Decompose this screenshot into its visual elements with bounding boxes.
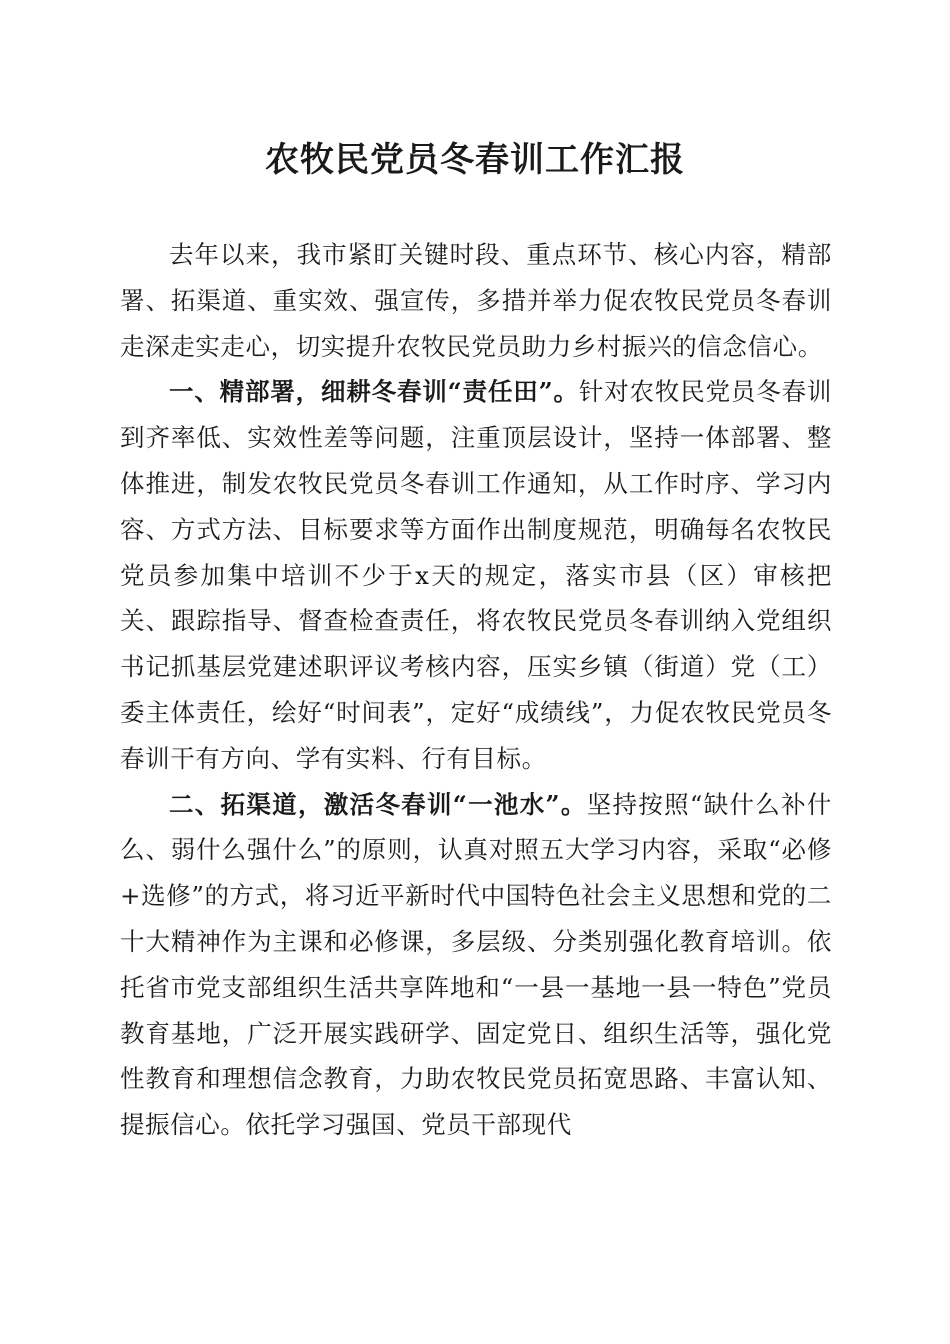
- document-title: 农牧民党员冬春训工作汇报: [265, 140, 685, 180]
- section-1-body: 针对农牧民党员冬春训到齐率低、实效性差等问题，注重顶层设计，坚持一体部署、整体推进，制发农牧民党员冬春训工作通知，从工作时序、学习内容、方式方法、目标要求等方面作出制度规范，明确每名农牧民党员参加集中培训不少于x天的规定，落实市县（区）审核把关、跟踪指导、督查检查责任，将农牧民党员冬春训纳入党组织书记抓基层党建述职评议考核内容，压实乡镇（街道）党（工）委主体责任，绘好“时间表”，定好“成绩线”，力促农牧民党员冬春训干有方向、学有实料、行有目标。: [120, 377, 833, 773]
- document-body: [120, 232, 832, 1148]
- section-2-heading: 二、拓渠道，激活冬春训“一池水”。: [169, 789, 587, 819]
- section-1-paragraph: [120, 369, 832, 781]
- section-2-body: 坚持按照“缺什么补什么、弱什么强什么”的原则，认真对照五大学习内容，采取“必修+选修”的方式，将习近平新时代中国特色社会主义思想和党的二十大精神作为主课和必修课，多层级、分类别强化教育培训。依托省市党支部组织生活共享阵地和“一县一基地一县一特色”党员教育基地，广泛开展实践研学、固定党日、组织生活等，强化党性教育和理想信念教育，力助农牧民党员拓宽思路、丰富认知、提振信心。依托学习强国、党员干部现代: [120, 789, 833, 1140]
- section-1-heading: 一、精部署，细耕冬春训“责任田”。: [169, 377, 579, 407]
- intro-paragraph: 去年以来，我市紧盯关键时段、重点环节、核心内容，精部署、拓渠道、重实效、强宣传，多措并举力促农牧民党员冬春训走深走实走心，切实提升农牧民党员助力乡村振兴的信念信心。: [120, 240, 832, 361]
- section-2-paragraph: [120, 782, 832, 1148]
